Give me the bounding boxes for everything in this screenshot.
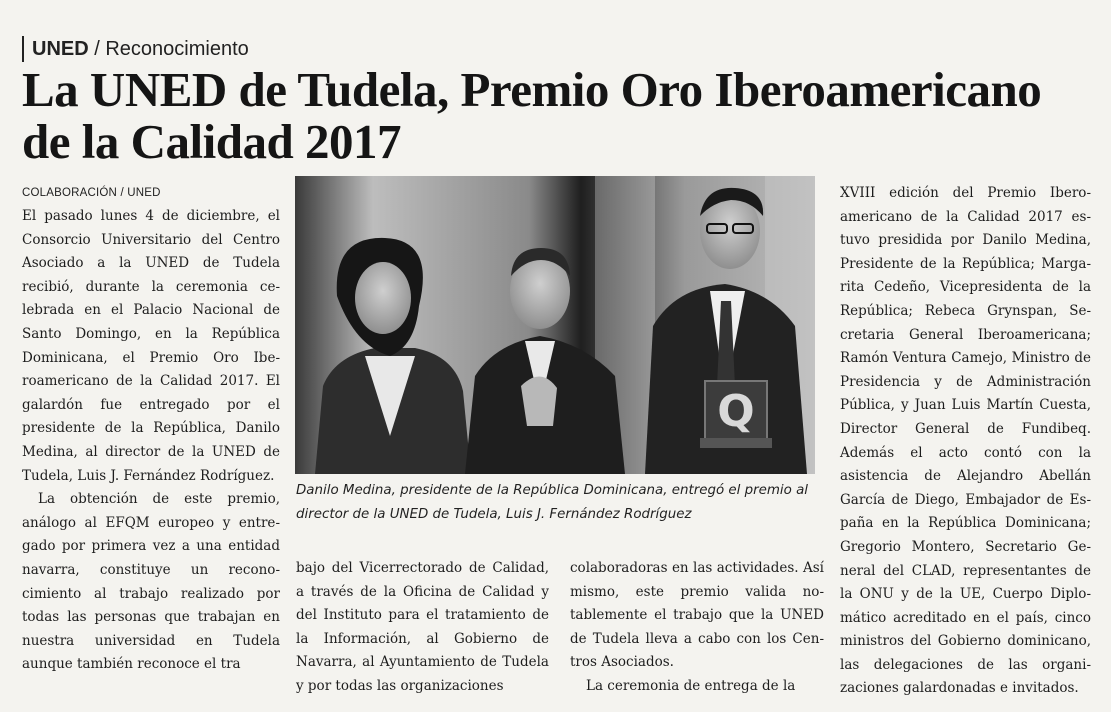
paragraph: El pasado lunes 4 de diciembre, el Consorcio Universitario del Centro Asociado a la UNED de Tudela recibió, durante la ceremonia celebrada en el Palacio Nacional de Santo Domingo, en la República Dominicana, el Premio Oro Iberoamericano de la Calidad 2017. El galardón fue entregado por el presidente de la República, Danilo Medina, al director de la UNED de Tudela, Luis J. Fernández Rodríguez.: [22, 208, 280, 484]
section-separator: /: [88, 38, 106, 60]
paragraph: colaboradoras en las actividades. Así mismo, este premio valida notablemente el trabajo que la UNED de Tudela lleva a cabo con los Centros Asociados.: [570, 560, 824, 671]
trophy-letter: Q: [717, 386, 755, 437]
paragraph: bajo del Vicerrectorado de Calidad, a través de la Oficina de Calidad y del Instituto para el tratamiento de la Información, al Gobierno de Navarra, al Ayuntamiento de Tudela y por todas las organizaciones: [296, 560, 549, 694]
article-headline: [22, 64, 1102, 168]
paragraph: La ceremonia de entrega de la: [586, 677, 796, 694]
article-column-4: [840, 182, 1091, 701]
section-brand: UNED: [32, 38, 89, 60]
section-category: Reconocimiento: [105, 38, 249, 60]
photo-caption: Danilo Medina, presidente de la República Dominicana, entregó el premio al director de la UNED de Tudela, Luis J. Fernández Rodríguez: [296, 483, 809, 522]
paragraph: La obtención de este premio, análogo al EFQM europeo y entregado por primera vez a una entidad navarra, constituye un reconocimiento al trabajo realizado por todas las personas que trabajan en nuestra universidad en Tudela aunque también reconoce el tra: [22, 491, 280, 673]
byline: COLABORACIÓN / UNED: [22, 187, 161, 199]
headline-line-2: de la Calidad 2017: [22, 114, 401, 169]
paragraph: XVIII edición del Premio Iberoamericano de la Calidad 2017 estuvo presidida por Danilo Medina, Presidente de la República; Margarita Cedeño, Vicepresidenta de la República; Rebeca Grynspan, Secretaria General Iberoamericana; Ramón Ventura Camejo, Ministro de Presidencia y de Administración Pública, y Juan Luis Martín Cuesta, Director General de Fundibeq. Además el acto contó con la asistencia de Alejandro Abellán García de Diego, Embajador de España en la República Dominicana; Gregorio Montero, Secretario General del CLAD, representantes de la ONU y de la UE, Cuerpo Diplomático acreditado en el país, cinco ministros del Gobierno dominicano, las delegaciones de las organizaciones galardonadas e invitados.: [840, 185, 1091, 697]
article-column-3: [570, 557, 824, 699]
section-label: [22, 36, 249, 62]
photo-illustration: [295, 176, 815, 474]
article-column-2: [296, 557, 549, 699]
award-ceremony-photo: [295, 176, 815, 474]
headline-line-1: La UNED de Tudela, Premio Oro Iberoamericano: [22, 62, 1042, 117]
article-column-1: [22, 205, 280, 677]
